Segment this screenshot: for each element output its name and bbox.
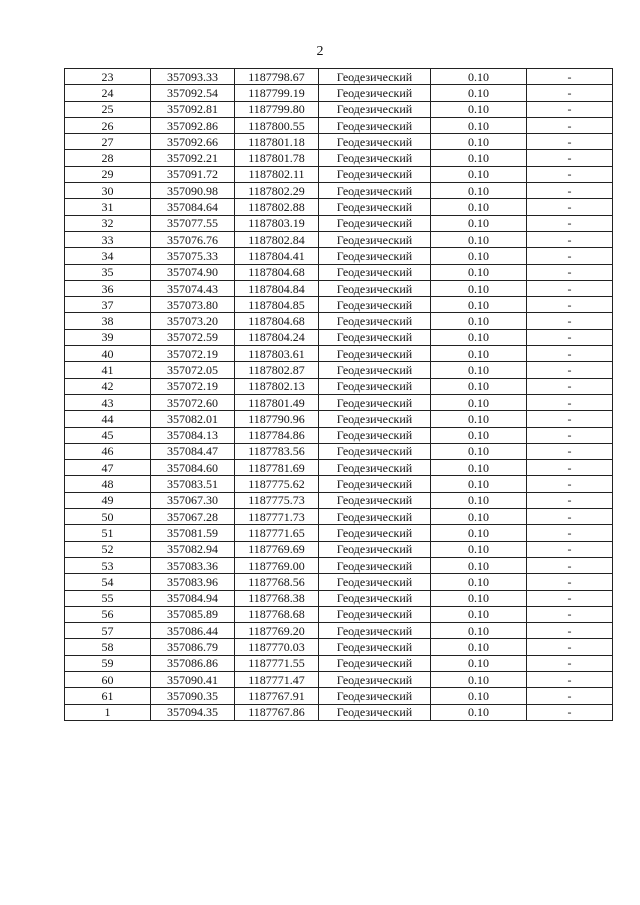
x-coordinate-cell: 357084.13 [151, 427, 235, 443]
point-number-cell: 46 [65, 443, 151, 459]
y-coordinate-cell: 1187799.80 [235, 101, 319, 117]
description-cell: - [527, 264, 613, 280]
x-coordinate-cell: 357072.60 [151, 394, 235, 410]
table-row [65, 117, 613, 133]
point-number-cell: 29 [65, 166, 151, 182]
y-coordinate-cell: 1187798.67 [235, 69, 319, 85]
point-number-cell: 58 [65, 639, 151, 655]
table-row [65, 411, 613, 427]
y-coordinate-cell: 1187803.61 [235, 346, 319, 362]
table-row [65, 443, 613, 459]
method-cell: Геодезический [319, 150, 431, 166]
x-coordinate-cell: 357092.54 [151, 85, 235, 101]
description-cell: - [527, 509, 613, 525]
y-coordinate-cell: 1187768.38 [235, 590, 319, 606]
accuracy-cell: 0.10 [431, 427, 527, 443]
table-row [65, 101, 613, 117]
description-cell: - [527, 394, 613, 410]
table-row [65, 427, 613, 443]
table-row [65, 134, 613, 150]
description-cell: - [527, 655, 613, 671]
description-cell: - [527, 215, 613, 231]
point-number-cell: 30 [65, 183, 151, 199]
accuracy-cell: 0.10 [431, 313, 527, 329]
x-coordinate-cell: 357083.51 [151, 476, 235, 492]
method-cell: Геодезический [319, 264, 431, 280]
accuracy-cell: 0.10 [431, 509, 527, 525]
point-number-cell: 23 [65, 69, 151, 85]
accuracy-cell: 0.10 [431, 329, 527, 345]
x-coordinate-cell: 357092.86 [151, 117, 235, 133]
y-coordinate-cell: 1187802.13 [235, 378, 319, 394]
accuracy-cell: 0.10 [431, 639, 527, 655]
point-number-cell: 32 [65, 215, 151, 231]
method-cell: Геодезический [319, 492, 431, 508]
method-cell: Геодезический [319, 509, 431, 525]
description-cell: - [527, 378, 613, 394]
description-cell: - [527, 688, 613, 704]
y-coordinate-cell: 1187800.55 [235, 117, 319, 133]
point-number-cell: 54 [65, 574, 151, 590]
x-coordinate-cell: 357076.76 [151, 231, 235, 247]
accuracy-cell: 0.10 [431, 476, 527, 492]
table-row [65, 329, 613, 345]
description-cell: - [527, 313, 613, 329]
point-number-cell: 43 [65, 394, 151, 410]
description-cell: - [527, 231, 613, 247]
x-coordinate-cell: 357082.94 [151, 541, 235, 557]
x-coordinate-cell: 357067.30 [151, 492, 235, 508]
point-number-cell: 61 [65, 688, 151, 704]
accuracy-cell: 0.10 [431, 101, 527, 117]
x-coordinate-cell: 357090.35 [151, 688, 235, 704]
y-coordinate-cell: 1187775.62 [235, 476, 319, 492]
table-row [65, 704, 613, 720]
method-cell: Геодезический [319, 313, 431, 329]
point-number-cell: 47 [65, 460, 151, 476]
description-cell: - [527, 117, 613, 133]
accuracy-cell: 0.10 [431, 394, 527, 410]
accuracy-cell: 0.10 [431, 671, 527, 687]
method-cell: Геодезический [319, 248, 431, 264]
y-coordinate-cell: 1187771.73 [235, 509, 319, 525]
method-cell: Геодезический [319, 411, 431, 427]
y-coordinate-cell: 1187804.24 [235, 329, 319, 345]
accuracy-cell: 0.10 [431, 688, 527, 704]
x-coordinate-cell: 357092.66 [151, 134, 235, 150]
point-number-cell: 53 [65, 557, 151, 573]
x-coordinate-cell: 357077.55 [151, 215, 235, 231]
y-coordinate-cell: 1187802.84 [235, 231, 319, 247]
point-number-cell: 28 [65, 150, 151, 166]
method-cell: Геодезический [319, 623, 431, 639]
description-cell: - [527, 492, 613, 508]
method-cell: Геодезический [319, 117, 431, 133]
x-coordinate-cell: 357090.98 [151, 183, 235, 199]
x-coordinate-cell: 357092.81 [151, 101, 235, 117]
method-cell: Геодезический [319, 704, 431, 720]
x-coordinate-cell: 357092.21 [151, 150, 235, 166]
x-coordinate-cell: 357082.01 [151, 411, 235, 427]
table-row [65, 264, 613, 280]
method-cell: Геодезический [319, 329, 431, 345]
point-number-cell: 44 [65, 411, 151, 427]
description-cell: - [527, 557, 613, 573]
point-number-cell: 52 [65, 541, 151, 557]
x-coordinate-cell: 357084.60 [151, 460, 235, 476]
description-cell: - [527, 671, 613, 687]
point-number-cell: 34 [65, 248, 151, 264]
x-coordinate-cell: 357072.19 [151, 378, 235, 394]
table-row [65, 541, 613, 557]
coordinates-table-body [65, 69, 613, 721]
y-coordinate-cell: 1187802.29 [235, 183, 319, 199]
point-number-cell: 37 [65, 297, 151, 313]
table-row [65, 231, 613, 247]
table-row [65, 590, 613, 606]
method-cell: Геодезический [319, 541, 431, 557]
method-cell: Геодезический [319, 378, 431, 394]
accuracy-cell: 0.10 [431, 117, 527, 133]
x-coordinate-cell: 357093.33 [151, 69, 235, 85]
description-cell: - [527, 69, 613, 85]
x-coordinate-cell: 357085.89 [151, 606, 235, 622]
y-coordinate-cell: 1187802.11 [235, 166, 319, 182]
method-cell: Геодезический [319, 394, 431, 410]
point-number-cell: 45 [65, 427, 151, 443]
accuracy-cell: 0.10 [431, 134, 527, 150]
description-cell: - [527, 346, 613, 362]
accuracy-cell: 0.10 [431, 460, 527, 476]
point-number-cell: 38 [65, 313, 151, 329]
method-cell: Геодезический [319, 525, 431, 541]
description-cell: - [527, 476, 613, 492]
method-cell: Геодезический [319, 85, 431, 101]
x-coordinate-cell: 357081.59 [151, 525, 235, 541]
description-cell: - [527, 704, 613, 720]
accuracy-cell: 0.10 [431, 150, 527, 166]
point-number-cell: 24 [65, 85, 151, 101]
point-number-cell: 27 [65, 134, 151, 150]
method-cell: Геодезический [319, 134, 431, 150]
accuracy-cell: 0.10 [431, 264, 527, 280]
accuracy-cell: 0.10 [431, 574, 527, 590]
table-row [65, 248, 613, 264]
coordinates-table [64, 68, 613, 721]
table-row [65, 69, 613, 85]
table-row [65, 639, 613, 655]
table-row [65, 492, 613, 508]
method-cell: Геодезический [319, 606, 431, 622]
page-number: 2 [316, 44, 324, 59]
y-coordinate-cell: 1187769.00 [235, 557, 319, 573]
table-row [65, 476, 613, 492]
method-cell: Геодезический [319, 215, 431, 231]
table-row [65, 574, 613, 590]
accuracy-cell: 0.10 [431, 557, 527, 573]
description-cell: - [527, 297, 613, 313]
table-row [65, 394, 613, 410]
x-coordinate-cell: 357073.80 [151, 297, 235, 313]
method-cell: Геодезический [319, 655, 431, 671]
table-row [65, 215, 613, 231]
method-cell: Геодезический [319, 443, 431, 459]
x-coordinate-cell: 357074.90 [151, 264, 235, 280]
y-coordinate-cell: 1187802.87 [235, 362, 319, 378]
description-cell: - [527, 590, 613, 606]
y-coordinate-cell: 1187804.41 [235, 248, 319, 264]
y-coordinate-cell: 1187802.88 [235, 199, 319, 215]
x-coordinate-cell: 357094.35 [151, 704, 235, 720]
table-row [65, 509, 613, 525]
point-number-cell: 25 [65, 101, 151, 117]
y-coordinate-cell: 1187801.49 [235, 394, 319, 410]
point-number-cell: 59 [65, 655, 151, 671]
description-cell: - [527, 150, 613, 166]
table-row [65, 525, 613, 541]
description-cell: - [527, 362, 613, 378]
accuracy-cell: 0.10 [431, 183, 527, 199]
y-coordinate-cell: 1187769.20 [235, 623, 319, 639]
accuracy-cell: 0.10 [431, 541, 527, 557]
point-number-cell: 42 [65, 378, 151, 394]
x-coordinate-cell: 357086.44 [151, 623, 235, 639]
accuracy-cell: 0.10 [431, 69, 527, 85]
method-cell: Геодезический [319, 101, 431, 117]
method-cell: Геодезический [319, 69, 431, 85]
table-row [65, 150, 613, 166]
table-row [65, 313, 613, 329]
y-coordinate-cell: 1187767.91 [235, 688, 319, 704]
point-number-cell: 56 [65, 606, 151, 622]
description-cell: - [527, 280, 613, 296]
point-number-cell: 41 [65, 362, 151, 378]
method-cell: Геодезический [319, 639, 431, 655]
point-number-cell: 51 [65, 525, 151, 541]
method-cell: Геодезический [319, 476, 431, 492]
accuracy-cell: 0.10 [431, 362, 527, 378]
x-coordinate-cell: 357084.94 [151, 590, 235, 606]
accuracy-cell: 0.10 [431, 166, 527, 182]
description-cell: - [527, 623, 613, 639]
y-coordinate-cell: 1187799.19 [235, 85, 319, 101]
table-row [65, 378, 613, 394]
method-cell: Геодезический [319, 199, 431, 215]
description-cell: - [527, 166, 613, 182]
y-coordinate-cell: 1187804.68 [235, 313, 319, 329]
description-cell: - [527, 248, 613, 264]
y-coordinate-cell: 1187804.68 [235, 264, 319, 280]
y-coordinate-cell: 1187771.55 [235, 655, 319, 671]
y-coordinate-cell: 1187770.03 [235, 639, 319, 655]
description-cell: - [527, 460, 613, 476]
x-coordinate-cell: 357074.43 [151, 280, 235, 296]
method-cell: Геодезический [319, 688, 431, 704]
point-number-cell: 48 [65, 476, 151, 492]
accuracy-cell: 0.10 [431, 525, 527, 541]
description-cell: - [527, 427, 613, 443]
y-coordinate-cell: 1187771.65 [235, 525, 319, 541]
y-coordinate-cell: 1187781.69 [235, 460, 319, 476]
y-coordinate-cell: 1187767.86 [235, 704, 319, 720]
x-coordinate-cell: 357086.79 [151, 639, 235, 655]
method-cell: Геодезический [319, 362, 431, 378]
method-cell: Геодезический [319, 297, 431, 313]
y-coordinate-cell: 1187790.96 [235, 411, 319, 427]
y-coordinate-cell: 1187803.19 [235, 215, 319, 231]
x-coordinate-cell: 357072.59 [151, 329, 235, 345]
y-coordinate-cell: 1187768.56 [235, 574, 319, 590]
y-coordinate-cell: 1187801.78 [235, 150, 319, 166]
accuracy-cell: 0.10 [431, 590, 527, 606]
x-coordinate-cell: 357073.20 [151, 313, 235, 329]
accuracy-cell: 0.10 [431, 492, 527, 508]
x-coordinate-cell: 357086.86 [151, 655, 235, 671]
method-cell: Геодезический [319, 427, 431, 443]
point-number-cell: 39 [65, 329, 151, 345]
x-coordinate-cell: 357091.72 [151, 166, 235, 182]
table-row [65, 688, 613, 704]
description-cell: - [527, 606, 613, 622]
table-row [65, 362, 613, 378]
point-number-cell: 1 [65, 704, 151, 720]
table-row [65, 671, 613, 687]
y-coordinate-cell: 1187801.18 [235, 134, 319, 150]
description-cell: - [527, 199, 613, 215]
y-coordinate-cell: 1187804.84 [235, 280, 319, 296]
description-cell: - [527, 329, 613, 345]
description-cell: - [527, 574, 613, 590]
x-coordinate-cell: 357072.19 [151, 346, 235, 362]
point-number-cell: 40 [65, 346, 151, 362]
table-row [65, 623, 613, 639]
y-coordinate-cell: 1187771.47 [235, 671, 319, 687]
x-coordinate-cell: 357090.41 [151, 671, 235, 687]
accuracy-cell: 0.10 [431, 231, 527, 247]
point-number-cell: 35 [65, 264, 151, 280]
table-row [65, 297, 613, 313]
y-coordinate-cell: 1187769.69 [235, 541, 319, 557]
accuracy-cell: 0.10 [431, 280, 527, 296]
y-coordinate-cell: 1187804.85 [235, 297, 319, 313]
description-cell: - [527, 85, 613, 101]
x-coordinate-cell: 357084.47 [151, 443, 235, 459]
method-cell: Геодезический [319, 166, 431, 182]
description-cell: - [527, 639, 613, 655]
point-number-cell: 55 [65, 590, 151, 606]
method-cell: Геодезический [319, 671, 431, 687]
accuracy-cell: 0.10 [431, 606, 527, 622]
table-row [65, 346, 613, 362]
y-coordinate-cell: 1187775.73 [235, 492, 319, 508]
y-coordinate-cell: 1187768.68 [235, 606, 319, 622]
x-coordinate-cell: 357075.33 [151, 248, 235, 264]
x-coordinate-cell: 357072.05 [151, 362, 235, 378]
x-coordinate-cell: 357083.96 [151, 574, 235, 590]
accuracy-cell: 0.10 [431, 704, 527, 720]
accuracy-cell: 0.10 [431, 297, 527, 313]
description-cell: - [527, 541, 613, 557]
x-coordinate-cell: 357084.64 [151, 199, 235, 215]
method-cell: Геодезический [319, 590, 431, 606]
method-cell: Геодезический [319, 183, 431, 199]
table-row [65, 199, 613, 215]
description-cell: - [527, 183, 613, 199]
accuracy-cell: 0.10 [431, 199, 527, 215]
point-number-cell: 60 [65, 671, 151, 687]
method-cell: Геодезический [319, 460, 431, 476]
method-cell: Геодезический [319, 574, 431, 590]
y-coordinate-cell: 1187784.86 [235, 427, 319, 443]
accuracy-cell: 0.10 [431, 215, 527, 231]
x-coordinate-cell: 357067.28 [151, 509, 235, 525]
table-row [65, 606, 613, 622]
accuracy-cell: 0.10 [431, 655, 527, 671]
x-coordinate-cell: 357083.36 [151, 557, 235, 573]
accuracy-cell: 0.10 [431, 248, 527, 264]
point-number-cell: 31 [65, 199, 151, 215]
point-number-cell: 33 [65, 231, 151, 247]
table-row [65, 557, 613, 573]
y-coordinate-cell: 1187783.56 [235, 443, 319, 459]
point-number-cell: 50 [65, 509, 151, 525]
accuracy-cell: 0.10 [431, 623, 527, 639]
table-row [65, 655, 613, 671]
point-number-cell: 26 [65, 117, 151, 133]
method-cell: Геодезический [319, 346, 431, 362]
description-cell: - [527, 443, 613, 459]
table-row [65, 460, 613, 476]
point-number-cell: 36 [65, 280, 151, 296]
description-cell: - [527, 134, 613, 150]
method-cell: Геодезический [319, 557, 431, 573]
table-row [65, 183, 613, 199]
point-number-cell: 49 [65, 492, 151, 508]
point-number-cell: 57 [65, 623, 151, 639]
description-cell: - [527, 525, 613, 541]
method-cell: Геодезический [319, 231, 431, 247]
accuracy-cell: 0.10 [431, 85, 527, 101]
table-row [65, 85, 613, 101]
description-cell: - [527, 101, 613, 117]
table-row [65, 280, 613, 296]
accuracy-cell: 0.10 [431, 443, 527, 459]
accuracy-cell: 0.10 [431, 346, 527, 362]
table-row [65, 166, 613, 182]
accuracy-cell: 0.10 [431, 378, 527, 394]
accuracy-cell: 0.10 [431, 411, 527, 427]
description-cell: - [527, 411, 613, 427]
method-cell: Геодезический [319, 280, 431, 296]
